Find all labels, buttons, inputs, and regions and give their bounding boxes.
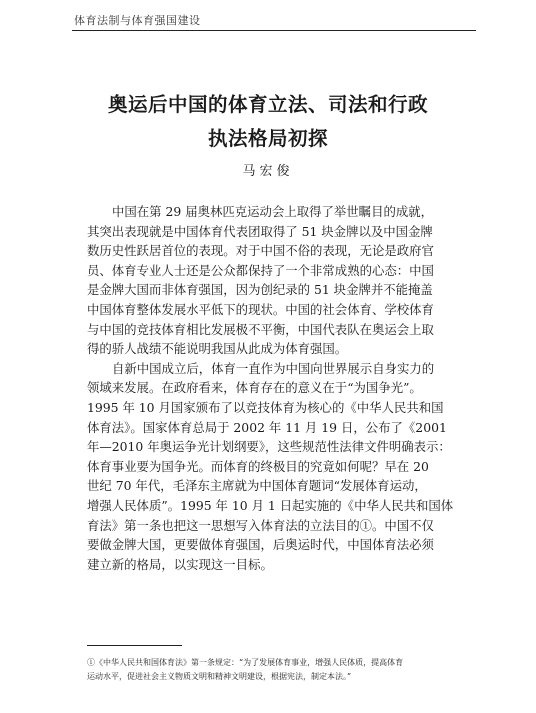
text-line: 体育事业要为国争光。而体育的终极目的究竟如何呢？早在 20	[87, 458, 429, 474]
paragraph-1	[87, 202, 469, 359]
footnote-line-2: 运动水平，促进社会主义物质文明和精神文明建设，根据宪法，制定本法。”	[87, 672, 352, 681]
text-line: 自新中国成立后，体育一直作为中国向世界展示自身实力的	[112, 360, 435, 376]
text-line: 要做金牌大国，更要做体育强国，后奥运时代，中国体育法必须	[87, 537, 434, 553]
footnote-line-1: ①《中华人民共和国体育法》第一条规定：“为了发展体育事业，增强人民体质，提高体育	[87, 658, 404, 667]
title-line-1: 奥运后中国的体育立法、司法和行政	[107, 93, 428, 116]
author-name: 马宏俊	[242, 164, 294, 179]
text-line: 建立新的格局，以实现这一目标。	[87, 556, 273, 572]
text-line: 与中国的竞技体育相比发展极不平衡，中国代表队在奥运会上取	[87, 321, 434, 337]
text-line: 增强人民体质”。1995 年 10 月 1 日起实施的《中华人民共和国体	[87, 497, 454, 513]
running-head: 体育法制与体育强国建设	[74, 14, 201, 27]
text-line: 年—2010 年奥运争光计划纲要》，这些规范性法律文件明确表示：	[87, 439, 451, 455]
text-line: 其突出表现就是中国体育代表团取得了 51 块金牌以及中国金牌	[87, 223, 433, 239]
footnote-rule	[87, 645, 182, 646]
header-rule	[72, 30, 476, 31]
paragraph-2	[87, 359, 469, 575]
text-line: 1995 年 10 月国家颁布了以竞技体育为核心的《中华人民共和国	[87, 399, 444, 415]
text-line: 是金牌大国而非体育强国，因为创纪录的 51 块金牌并不能掩盖	[87, 282, 433, 298]
text-line: 世纪 70 年代，毛泽东主席就为中国体育题词“发展体育运动，	[87, 478, 427, 494]
text-line: 员、体育专业人士还是公众都保持了一个非常成熟的心态：中国	[87, 262, 434, 278]
text-line: 数历史性跃居首位的表现。对于中国不俗的表现，无论是政府官	[87, 243, 434, 259]
footnote	[87, 656, 477, 684]
text-line: 领域来发展。在政府看来，体育存在的意义在于“为国争光”。	[87, 380, 422, 396]
text-line: 体育法》。国家体育总局于 2002 年 11 月 19 日，公布了《2001	[87, 419, 447, 435]
text-line: 育法》第一条也把这一思想写入体育法的立法目的①。中国不仅	[87, 517, 434, 533]
text-line: 中国在第 29 届奥林匹克运动会上取得了举世瞩目的成就，	[112, 204, 434, 219]
text-line: 中国体育整体发展水平低下的现状。中国的社会体育、学校体育	[87, 301, 434, 317]
title-line-2: 执法格局初探	[207, 127, 328, 150]
article-title	[60, 88, 476, 156]
text-line: 得的骄人战绩不能说明我国从此成为体育强国。	[87, 341, 348, 357]
article-body	[87, 202, 469, 574]
